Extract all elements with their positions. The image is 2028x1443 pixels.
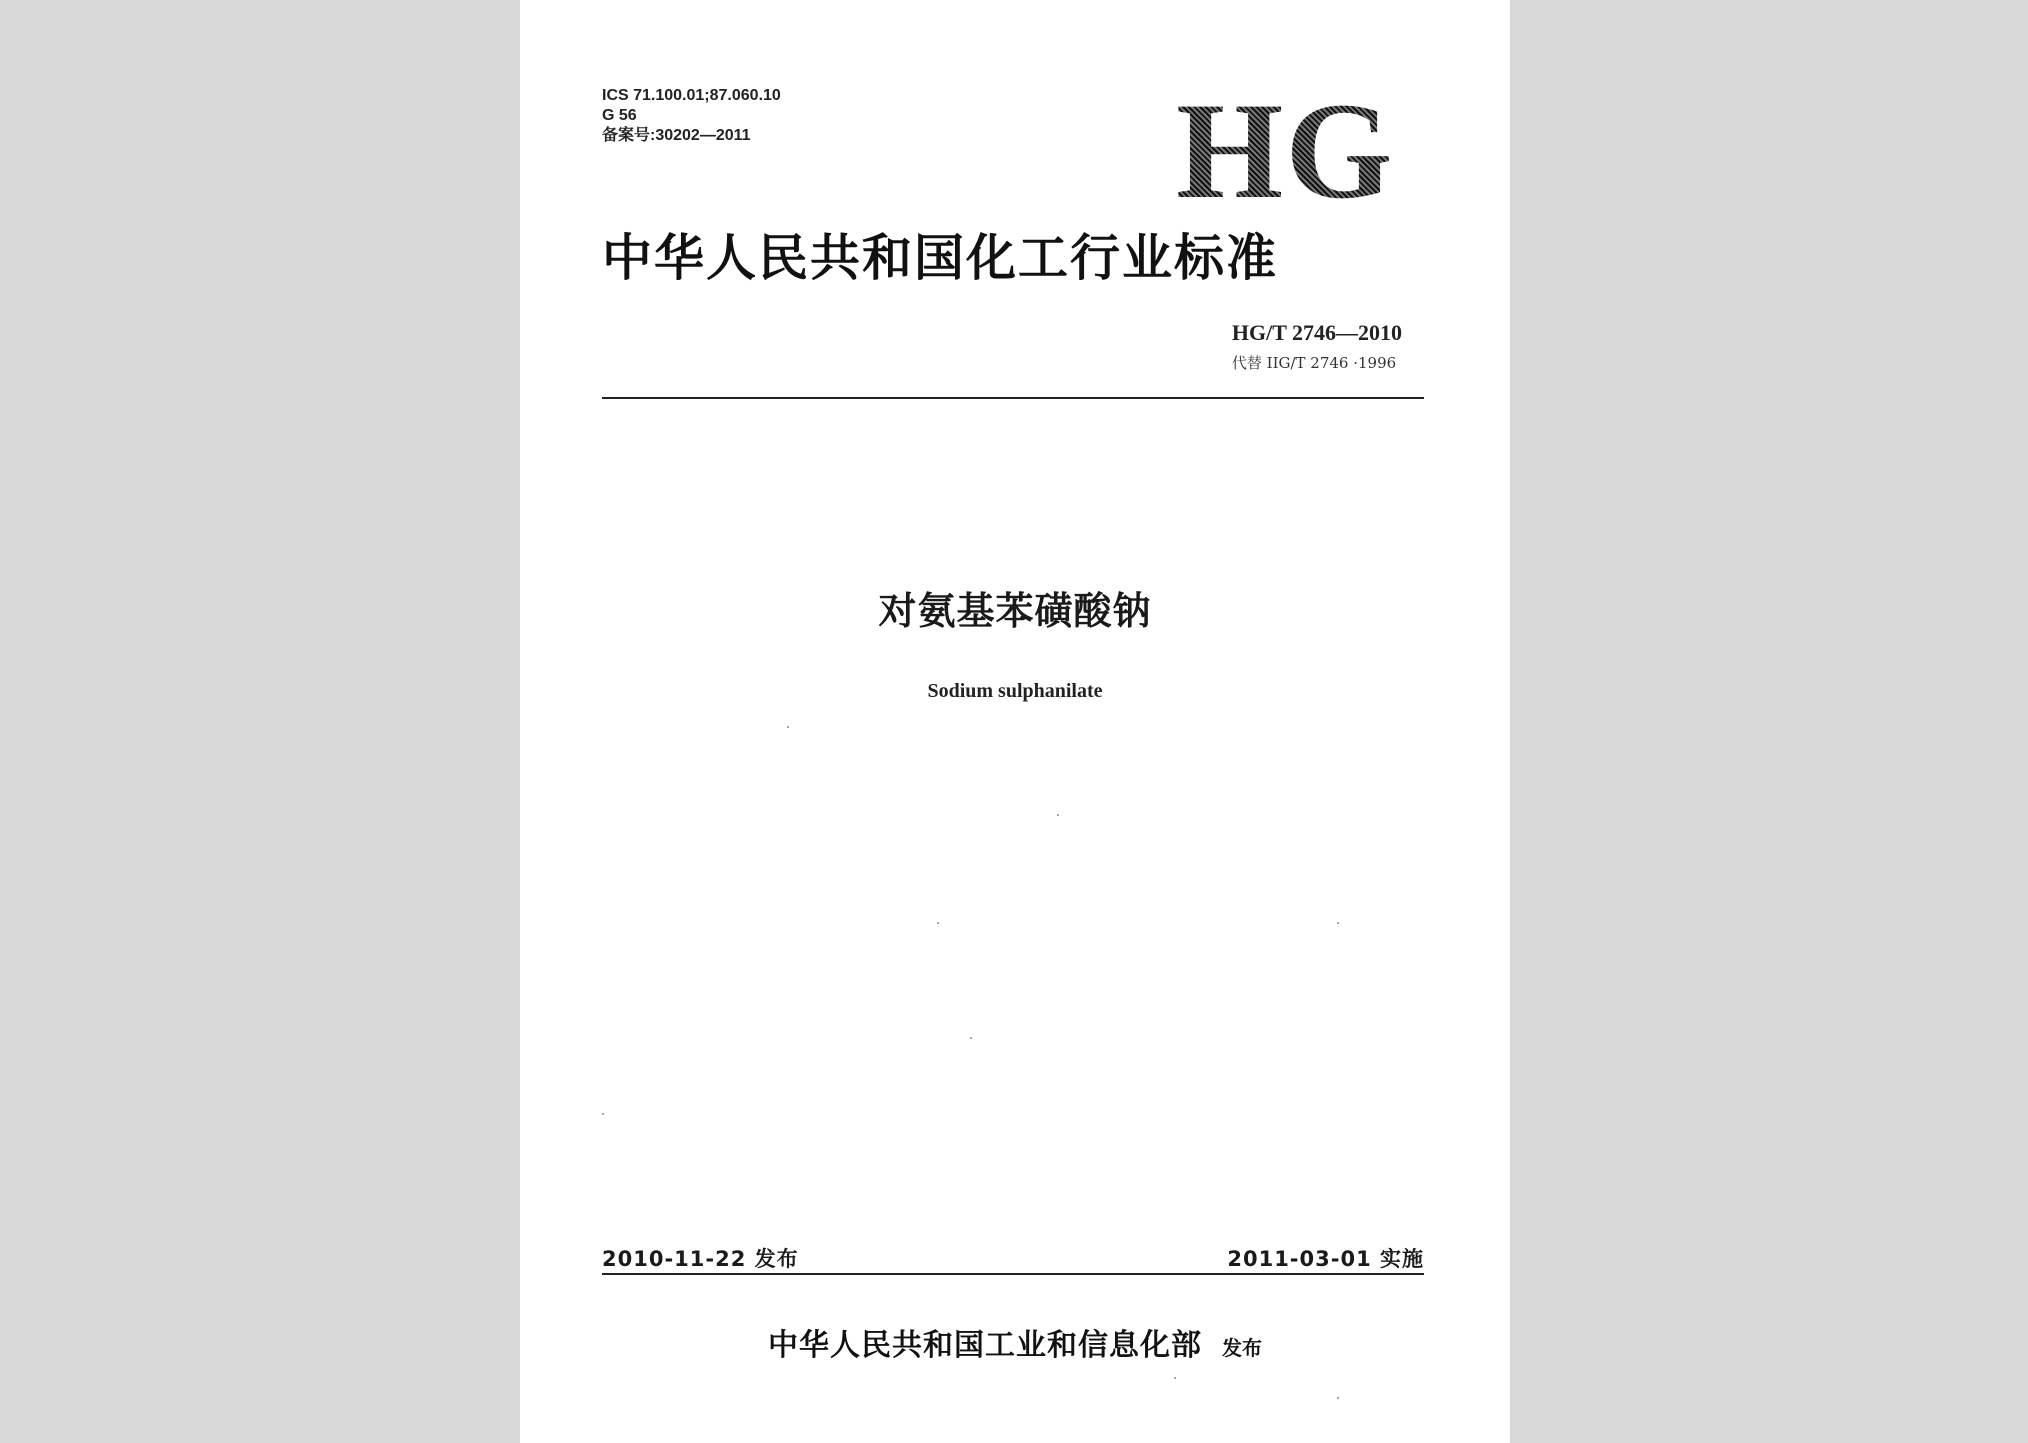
scan-speck: [1337, 922, 1339, 924]
scan-speck: [1174, 1377, 1176, 1379]
effective-date: 2011-03-01 实施: [1227, 1247, 1424, 1271]
scan-speck: [1057, 814, 1059, 816]
document-title-zh: 对氨基苯磺酸钠: [878, 589, 1152, 633]
document-title-en: Sodium sulphanilate: [927, 680, 1103, 702]
top-divider: [602, 397, 1424, 399]
record-number: 备案号:30202—2011: [602, 127, 751, 144]
document-page: [520, 0, 1510, 1443]
replaces-note: 代替 IIG/T 2746 ·1996: [1231, 354, 1397, 372]
ics-code: ICS 71.100.01;87.060.10: [602, 87, 781, 104]
publisher-line: [520, 1320, 1510, 1364]
standard-title: 中华人民共和国化工行业标准: [602, 229, 1278, 287]
scan-speck: [602, 1113, 604, 1115]
standard-code-block: [1232, 320, 1402, 373]
issue-date: 2010-11-22 发布: [602, 1247, 799, 1271]
publisher-name: 中华人民共和国工业和信息化部: [768, 1328, 1202, 1363]
scan-speck: [787, 726, 789, 728]
scan-speck: [937, 922, 939, 924]
hg-logo: HG: [1176, 74, 1395, 227]
bottom-divider: [602, 1273, 1424, 1275]
classification-block: [602, 86, 781, 146]
ccs-code: G 56: [602, 107, 637, 124]
scan-speck: [1337, 1397, 1339, 1399]
standard-code: HG/T 2746—2010: [1231, 320, 1402, 345]
scan-speck: [970, 1037, 972, 1039]
publish-action: 发布: [1222, 1336, 1262, 1360]
